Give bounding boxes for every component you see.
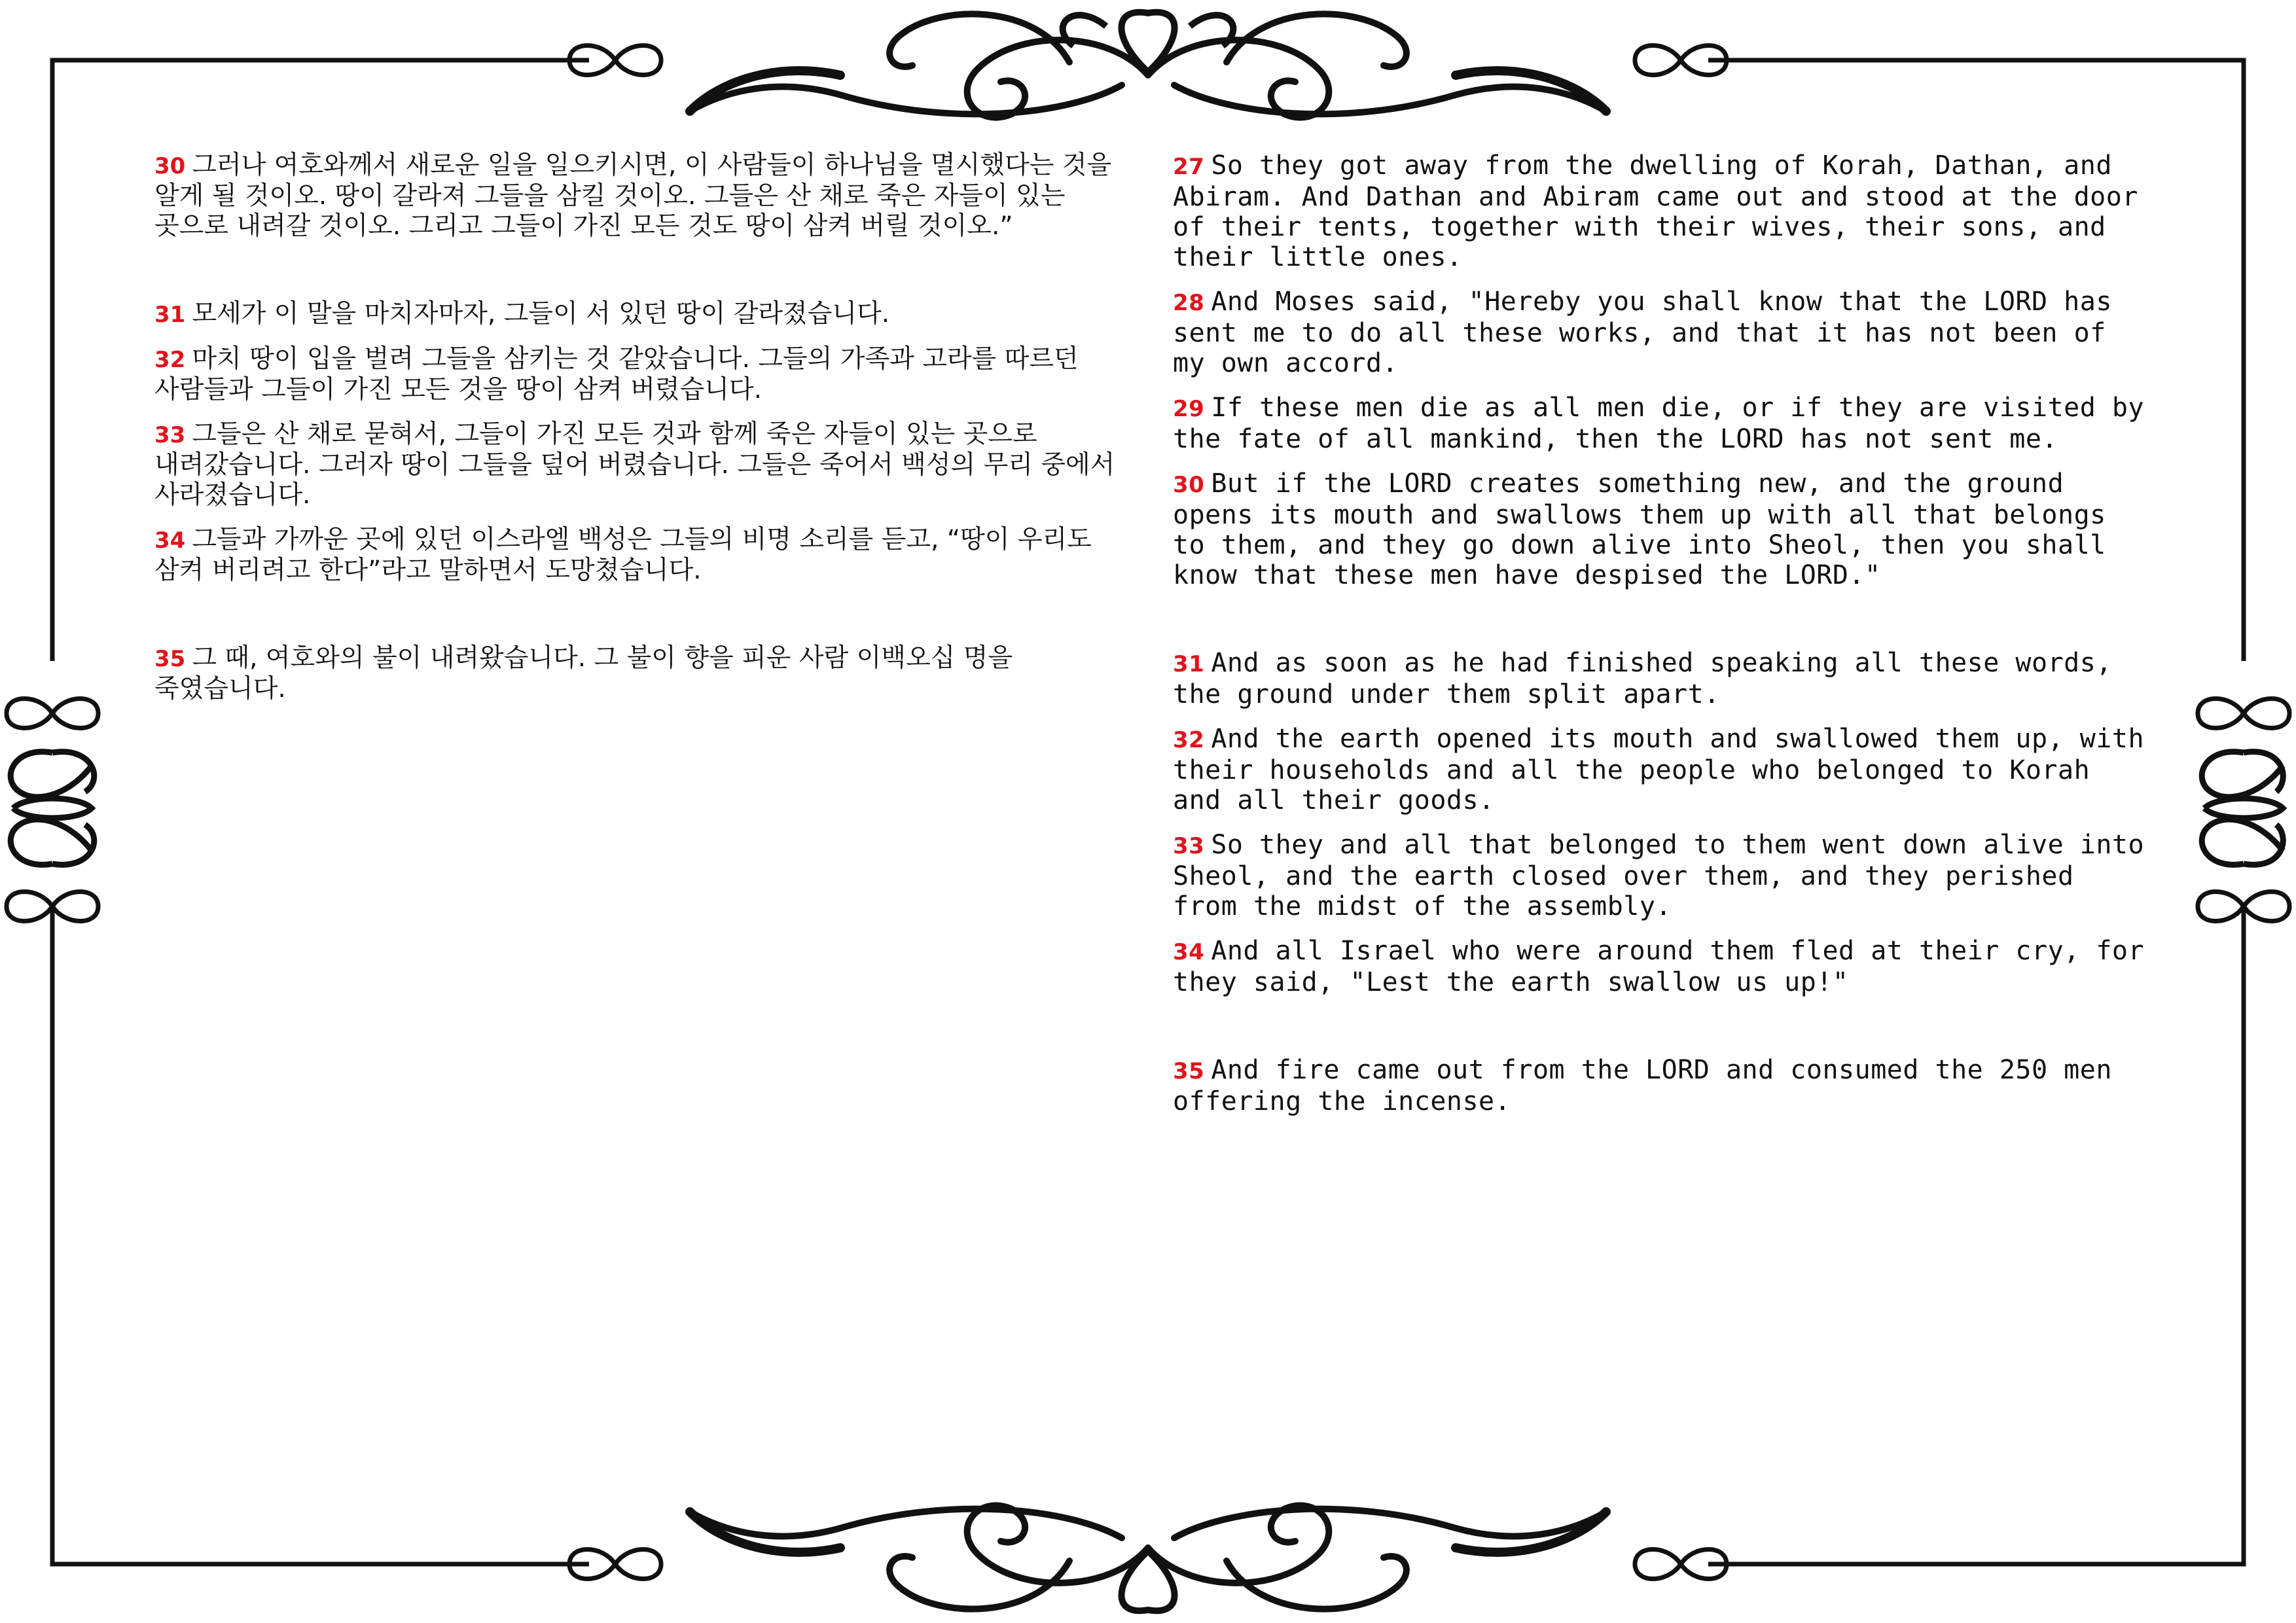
- korean-verse-30: [154, 151, 1117, 241]
- verse-text: And the earth opened its mouth and swallowed them up, with their households and all the people who belonged to Korah and all their goods.: [1173, 724, 2145, 815]
- verse-number: 28: [1173, 290, 1205, 316]
- verse-number: 34: [154, 527, 186, 554]
- english-verse-28: [1173, 287, 2148, 378]
- korean-verse-33: [154, 419, 1117, 510]
- verse-text: 마치 땅이 입을 벌려 그들을 삼키는 것 같았습니다. 그들의 가족과 고라를 따르던 사람들과 그들이 가진 모든 것을 땅이 삼켜 버렸습니다.: [154, 344, 1079, 404]
- right-side-ornament: [2198, 699, 2289, 921]
- verse-number: 31: [154, 302, 186, 328]
- korean-verse-35: [154, 643, 1117, 704]
- left-side-ornament: [7, 699, 98, 921]
- verse-number: 35: [154, 646, 186, 672]
- korean-verse-32: [154, 344, 1117, 405]
- verse-text: 그러나 여호와께서 새로운 일을 일으키시면, 이 사람들이 하나님을 멸시했다는 것을 알게 될 것이오. 땅이 갈라져 그들을 삼킬 것이오. 그들은 산 채로 죽은 자들이 있는 곳으로 내려갈 것이오. 그리고 그들이 가진 모든 것도 땅이 삼켜 버릴 것이오.”: [154, 151, 1112, 241]
- verse-number: 32: [1173, 727, 1205, 753]
- verse-text: But if the LORD creates something new, and the ground opens its mouth and swallows them up with all that belongs to them, and they go down alive into Sheol, then you shall know that these men have despised the LORD.": [1173, 469, 2106, 590]
- korean-text-column: [154, 151, 1117, 719]
- verse-number: 31: [1173, 651, 1205, 677]
- english-verse-29: [1173, 393, 2148, 454]
- english-verse-35: [1173, 1055, 2148, 1116]
- verse-text: So they and all that belonged to them went down alive into Sheol, and the earth closed over them, and they perished from the midst of the assembly.: [1173, 830, 2145, 921]
- verse-number: 34: [1173, 939, 1205, 965]
- bottom-flourish-ornament: [569, 1505, 1727, 1611]
- verse-text: And as soon as he had finished speaking all these words, the ground under them split apart.: [1173, 648, 2112, 709]
- verse-number: 33: [154, 422, 186, 448]
- english-verse-34: [1173, 936, 2148, 997]
- verse-text: So they got away from the dwelling of Korah, Dathan, and Abiram. And Dathan and Abiram came out and stood at the door of their tents, together with their wives, their sons, and their little ones.: [1173, 151, 2138, 272]
- verse-number: 27: [1173, 154, 1205, 180]
- verse-text: 그들은 산 채로 묻혀서, 그들이 가진 모든 것과 함께 죽은 자들이 있는 곳으로 내려갔습니다. 그러자 땅이 그들을 덮어 버렸습니다. 그들은 죽어서 백성의 무리 중에서 사라졌습니다.: [154, 419, 1115, 510]
- verse-number: 30: [1173, 472, 1205, 498]
- english-verse-31: [1173, 648, 2148, 709]
- verse-number: 32: [154, 347, 186, 373]
- english-verse-32: [1173, 724, 2148, 815]
- verse-text: 그 때, 여호와의 불이 내려왔습니다. 그 불이 향을 피운 사람 이백오십 명을 죽였습니다.: [154, 643, 1013, 704]
- english-text-column: [1173, 151, 2148, 1131]
- verse-text: And Moses said, "Hereby you shall know that the LORD has sent me to do all these works, and that it has not been of my own accord.: [1173, 287, 2112, 378]
- english-verse-27: [1173, 151, 2148, 272]
- verse-text: If these men die as all men die, or if they are visited by the fate of all mankind, then the LORD has not sent me.: [1173, 393, 2145, 454]
- verse-text: 모세가 이 말을 마치자마자, 그들이 서 있던 땅이 갈라졌습니다.: [192, 299, 890, 329]
- verse-number: 35: [1173, 1058, 1205, 1084]
- verse-text: And all Israel who were around them fled at their cry, for they said, "Lest the earth swallow us up!": [1173, 936, 2145, 997]
- verse-number: 30: [154, 153, 186, 179]
- korean-verse-34: [154, 525, 1117, 586]
- verse-text: 그들과 가까운 곳에 있던 이스라엘 백성은 그들의 비명 소리를 듣고, “땅이 우리도 삼켜 버리려고 한다”라고 말하면서 도망쳤습니다.: [154, 525, 1092, 585]
- verse-text: And fire came out from the LORD and consumed the 250 men offering the incense.: [1173, 1055, 2112, 1116]
- verse-number: 33: [1173, 833, 1205, 859]
- english-verse-30: [1173, 469, 2148, 590]
- english-verse-33: [1173, 830, 2148, 921]
- top-flourish-ornament: [569, 12, 1727, 118]
- korean-verse-31: [154, 299, 1117, 330]
- verse-number: 29: [1173, 396, 1205, 422]
